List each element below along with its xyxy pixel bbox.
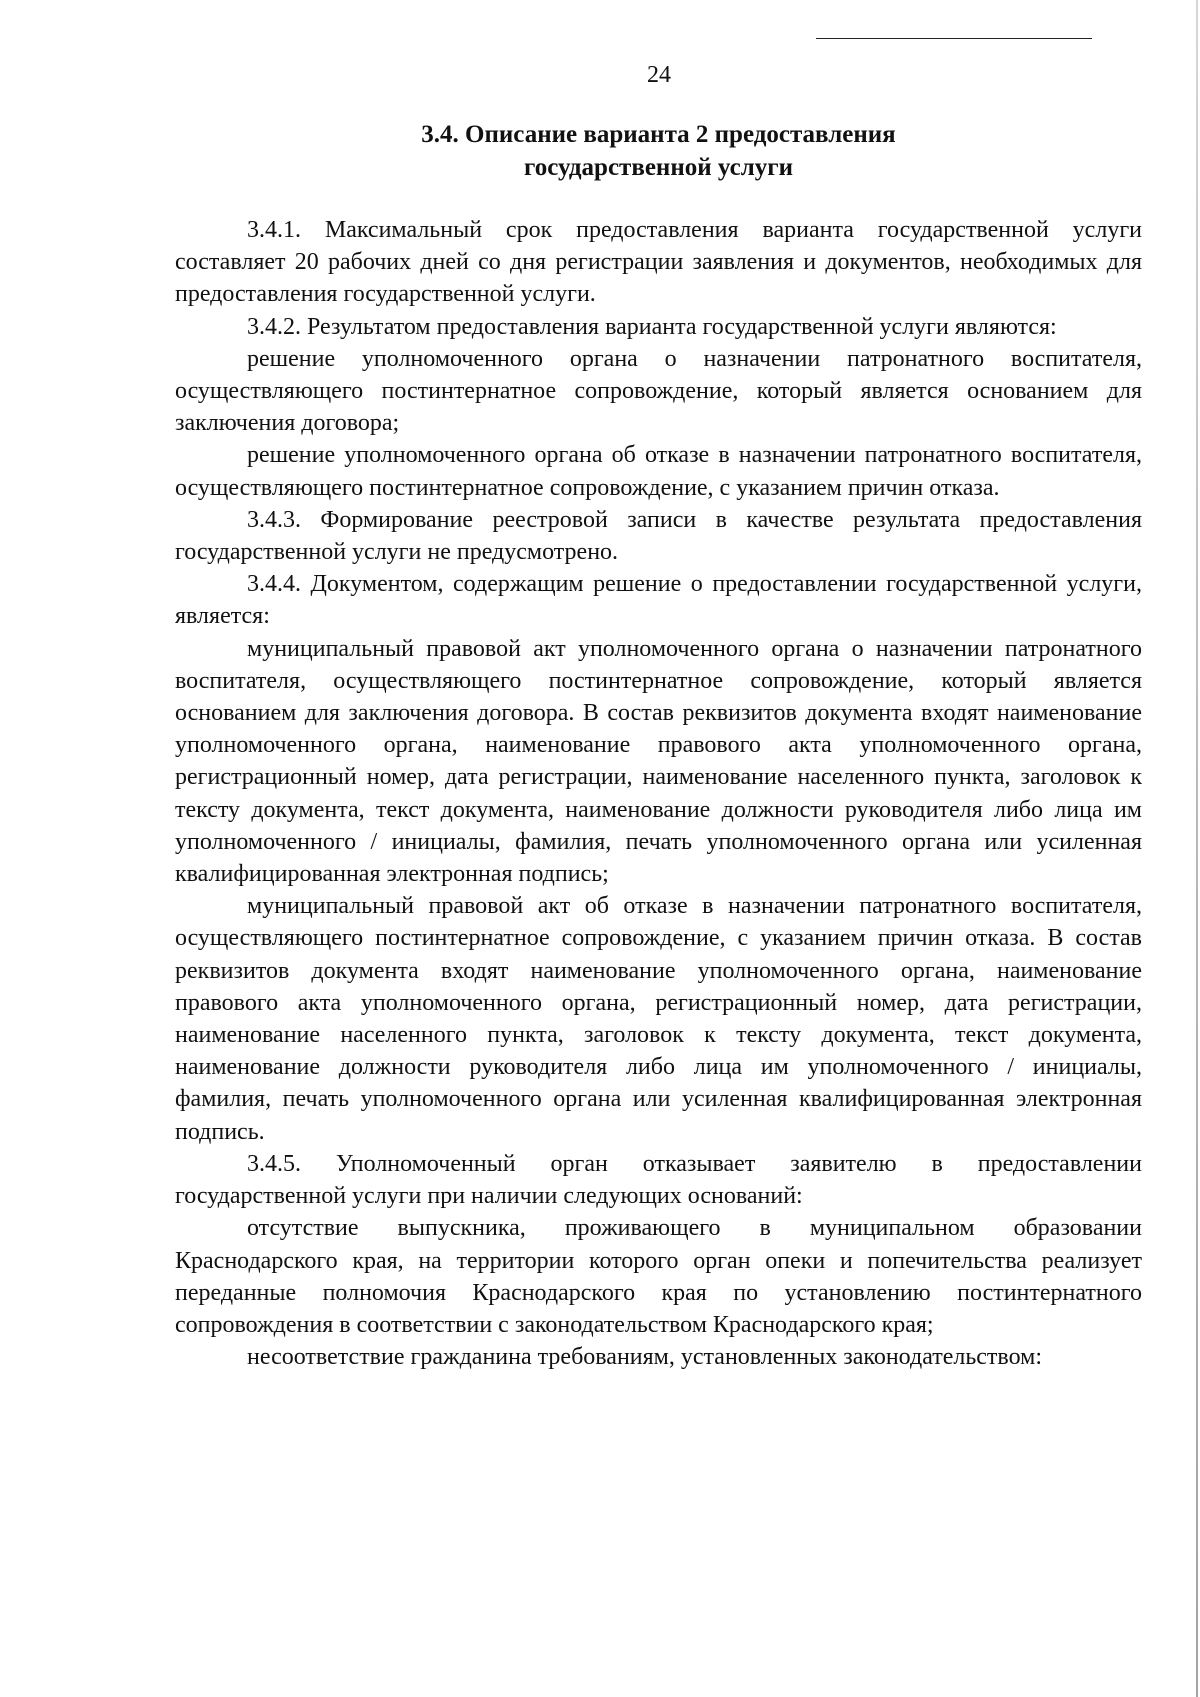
paragraph-3-4-4: 3.4.4. Документом, содержащим решение о предоставлении государственной услуги, является: — [175, 571, 1142, 630]
page-number: 24 — [647, 62, 671, 88]
scan-edge-shadow — [1196, 0, 1198, 1697]
section-title-line-2: государственной услуги — [523, 154, 794, 181]
refusal-ground-noncompliance: несоответствие гражданина требованиям, установленных законодательством: — [247, 1344, 1042, 1371]
document-item-appointment-act: муниципальный правовой акт уполномоченного органа о назначении патронатного воспитателя, осуществляющего постинтернатное сопровождение, который является основанием для заключения договора. В состав реквизитов документа входят наименование уполномоченного органа, наименование правового акта уполномоченного органа, регистрационный номер, дата регистрации, наименование населенного пункта, заголовок к тексту документа, текст документа, наименование должности руководителя либо лица им уполномоченного / инициалы, фамилия, печать уполномоченного органа или усиленная квалифицированная электронная подпись; — [175, 635, 1142, 888]
section-title-line-1: 3.4. Описание варианта 2 предоставления — [421, 121, 896, 148]
document-item-refusal-act: муниципальный правовой акт об отказе в назначении патронатного воспитателя, осуществляющего постинтернатное сопровождение, с указанием причин отказа. В состав реквизитов документа входят наименование уполномоченного органа, наименование правового акта уполномоченного органа, регистрационный номер, дата регистрации, наименование населенного пункта, заголовок к тексту документа, текст документа, наименование должности руководителя либо лица им уполномоченного / инициалы, фамилия, печать уполномоченного органа или усиленная квалифицированная электронная подпись. — [175, 893, 1142, 1145]
top-rule-line — [816, 38, 1092, 39]
body-text — [175, 214, 1142, 1373]
paragraph-3-4-5: 3.4.5. Уполномоченный орган отказывает заявителю в предоставлении государственной услуги при наличии следующих оснований: — [175, 1150, 1142, 1210]
section-title — [175, 118, 1142, 184]
paragraph-3-4-2: 3.4.2. Результатом предоставления варианта государственной услуги являются: — [247, 313, 1057, 340]
result-item-refusal: решение уполномоченного органа об отказе в назначении патронатного воспитателя, осуществляющего постинтернатное сопровождение, с указанием причин отказа. — [175, 442, 1142, 501]
result-item-appointment: решение уполномоченного органа о назначении патронатного воспитателя, осуществляющего постинтернатное сопровождение, который является основанием для заключения договора; — [175, 345, 1142, 437]
paragraph-3-4-3: 3.4.3. Формирование реестровой записи в качестве результата предоставления государственной услуги не предусмотрено. — [175, 506, 1142, 566]
refusal-ground-no-graduate: отсутствие выпускника, проживающего в муниципальном образовании Краснодарского края, на территории которого орган опеки и попечительства реализует переданные полномочия Краснодарского края по установлению постинтернатного сопровождения в соответствии с законодательством Краснодарского края; — [175, 1215, 1142, 1338]
paragraph-3-4-1: 3.4.1. Максимальный срок предоставления варианта государственной услуги составляет 20 рабочих дней со дня регистрации заявления и документов, необходимых для предоставления государственной услуги. — [175, 217, 1142, 308]
